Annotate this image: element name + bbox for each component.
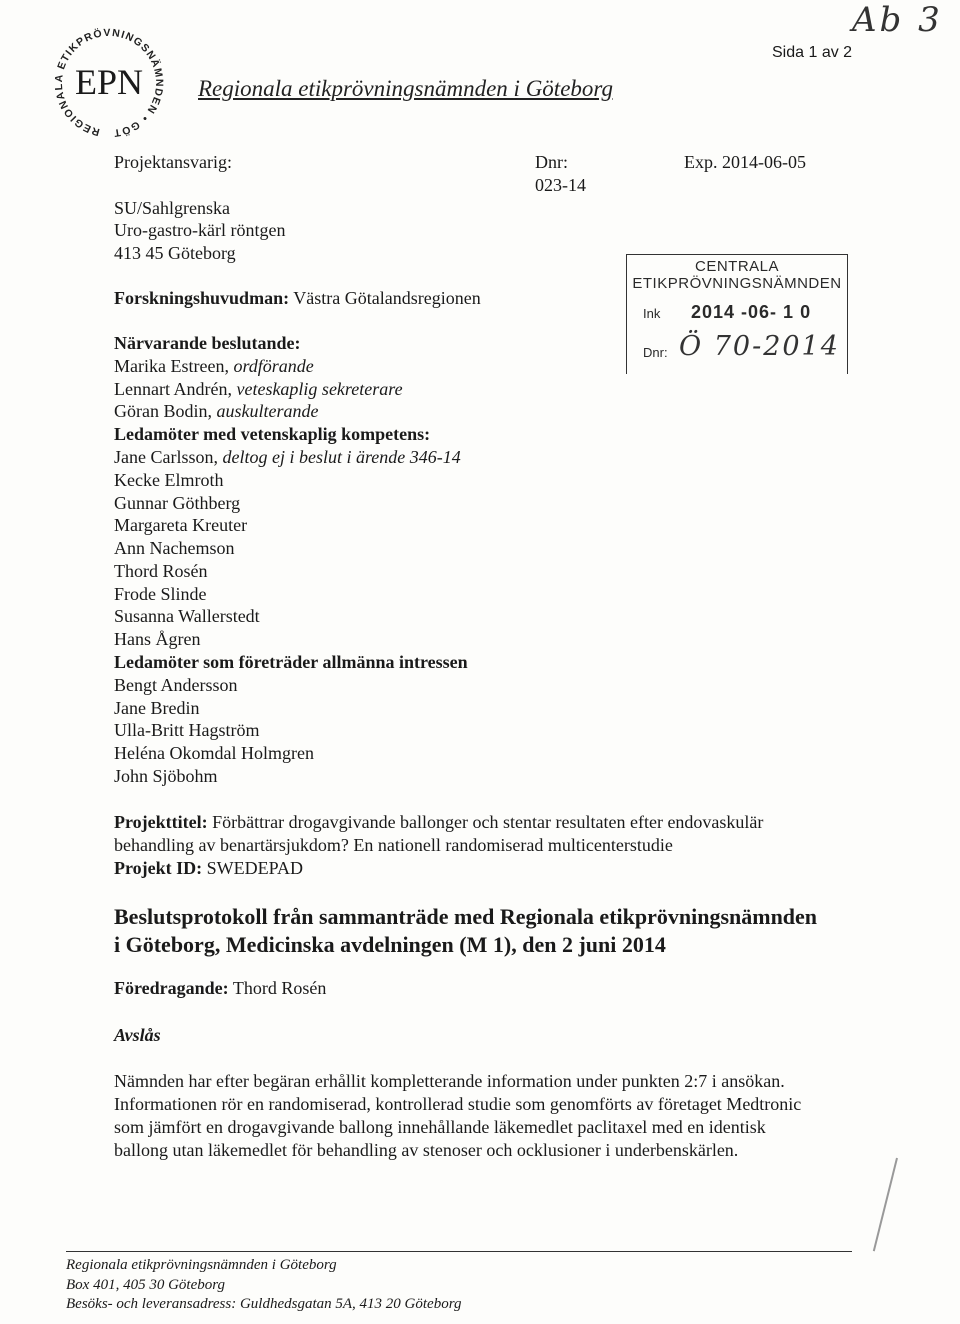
scientific-members-heading: Ledamöter med vetenskaplig kompetens: [114, 424, 431, 444]
organization-title: Regionala etikprövningsnämnden i Göteborg [198, 76, 613, 101]
expedition-date: Exp. 2014-06-05 [684, 152, 806, 172]
footer-divider [66, 1251, 852, 1252]
address-line: 413 45 Göteborg [114, 243, 236, 263]
decision-body-line: Informationen rör en randomiserad, kontrollerad studie som genomförts av företaget Medtronic [114, 1094, 802, 1114]
decision-body-line: Nämnden har efter begäran erhållit kompletterande information under punkten 2:7 i ansökan. [114, 1071, 785, 1091]
attendee-name: Göran Bodin, [114, 401, 217, 421]
footer-line: Regionala etikprövningsnämnden i Göteborg [66, 1257, 337, 1273]
research-principal [114, 287, 481, 310]
attendee-chair [114, 355, 314, 378]
public-member: Bengt Andersson [114, 675, 238, 695]
decision-body-line: ballong utan läkemedlet för behandling av stenoser och ocklusioner i underbenskärlen. [114, 1140, 739, 1160]
stamp-dnr-handwritten: Ö 70-2014 [679, 331, 840, 362]
scientific-member: Frode Slinde [114, 584, 207, 604]
attendee-role: ordförande [233, 356, 314, 376]
handwritten-corner-note: Ab 3 [852, 0, 943, 40]
protocol-heading-line1: Beslutsprotokoll från sammanträde med Regionala etikprövningsnämnden [114, 904, 818, 929]
attendee-auditor [114, 400, 318, 423]
scientific-member: Kecke Elmroth [114, 470, 224, 490]
epn-seal-logo [54, 12, 164, 148]
public-member: Ulla-Britt Hagström [114, 720, 260, 740]
address-line: Uro-gastro-kärl röntgen [114, 220, 286, 240]
public-members-heading: Ledamöter som företräder allmänna intressen [114, 652, 468, 672]
stamp-ink-label: Ink [643, 306, 661, 321]
decision-body-line: som jämfört en drogavgivande ballong innehållande läkemedlet paclitaxel med en identisk [114, 1117, 766, 1137]
scientific-member: Margareta Kreuter [114, 515, 248, 535]
attendees-heading: Närvarande beslutande: [114, 333, 301, 353]
footer-line: Box 401, 405 30 Göteborg [66, 1276, 226, 1293]
stamp-title-line2: ETIKPRÖVNINGSNÄMNDEN [632, 275, 842, 292]
scientific-member: Thord Rosén [114, 561, 208, 581]
stamp-ink-date: 2014 -06- 1 0 [691, 302, 812, 322]
scientific-member [114, 446, 461, 469]
scientific-member: Ann Nachemson [114, 538, 235, 558]
attendee-role: auskulterande [216, 401, 319, 421]
footer [66, 1256, 462, 1315]
public-member: John Sjöbohm [114, 766, 218, 786]
address-line: SU/Sahlgrenska [114, 198, 230, 218]
member-name: Jane Carlsson, [114, 447, 223, 467]
page-number: Sida 1 av 2 [772, 44, 853, 61]
project-title-label: Projekttitel: [114, 812, 208, 832]
project-id-label: Projekt ID: [114, 858, 203, 878]
project-lead-label: Projektansvarig: [114, 152, 232, 172]
project-title-line2: behandling av benartärsjukdom? En nationell randomiserad multicenterstudie [114, 835, 673, 855]
attendee-name: Lennart Andrén, [114, 379, 237, 399]
public-member: Jane Bredin [114, 698, 200, 718]
project-title-text: Förbättrar drogavgivande ballonger och stentar resultaten efter endovaskulär [212, 812, 764, 832]
protocol-heading-line2: i Göteborg, Medicinska avdelningen (M 1), den 2 juni 2014 [114, 932, 666, 957]
presenter [114, 977, 326, 1000]
attendee-secretary [114, 378, 403, 401]
attendee-role: veteskaplig sekreterare [236, 379, 403, 399]
dnr-value: 023-14 [535, 175, 586, 195]
received-stamp [626, 254, 848, 374]
project-title-line1 [114, 811, 763, 834]
principal-value: Västra Götalandsregionen [293, 288, 481, 308]
scientific-member: Susanna Wallerstedt [114, 606, 260, 626]
stamp-dnr-label: Dnr: [643, 345, 668, 360]
public-member: Heléna Okomdal Holmgren [114, 743, 314, 763]
dnr-label: Dnr: [535, 152, 568, 172]
footer-line: Besöks- och leveransadress: Guldhedsgatan 5A, 413 20 Göteborg [66, 1296, 462, 1312]
stamp-title-line1: CENTRALA [694, 258, 780, 275]
scientific-member: Gunnar Göthberg [114, 493, 241, 513]
presenter-label: Föredragande: [114, 978, 229, 998]
member-note: deltog ej i beslut i ärende 346-14 [222, 447, 461, 467]
project-id [114, 857, 303, 880]
principal-label: Forskningshuvudman: [114, 288, 290, 308]
attendee-name: Marika Estreen, [114, 356, 234, 376]
presenter-value: Thord Rosén [232, 978, 327, 998]
scientific-member: Hans Ågren [114, 629, 201, 649]
margin-pen-mark [873, 1158, 898, 1252]
svg-text:REGIONALA ETIKPRÖVNINGSNÄMNDEN: REGIONALA ETIKPRÖVNINGSNÄMNDEN • GÖT [54, 26, 164, 139]
decision: Avslås [114, 1025, 161, 1045]
svg-text:EPN: EPN [74, 62, 144, 102]
project-id-value: SWEDEPAD [206, 858, 304, 878]
